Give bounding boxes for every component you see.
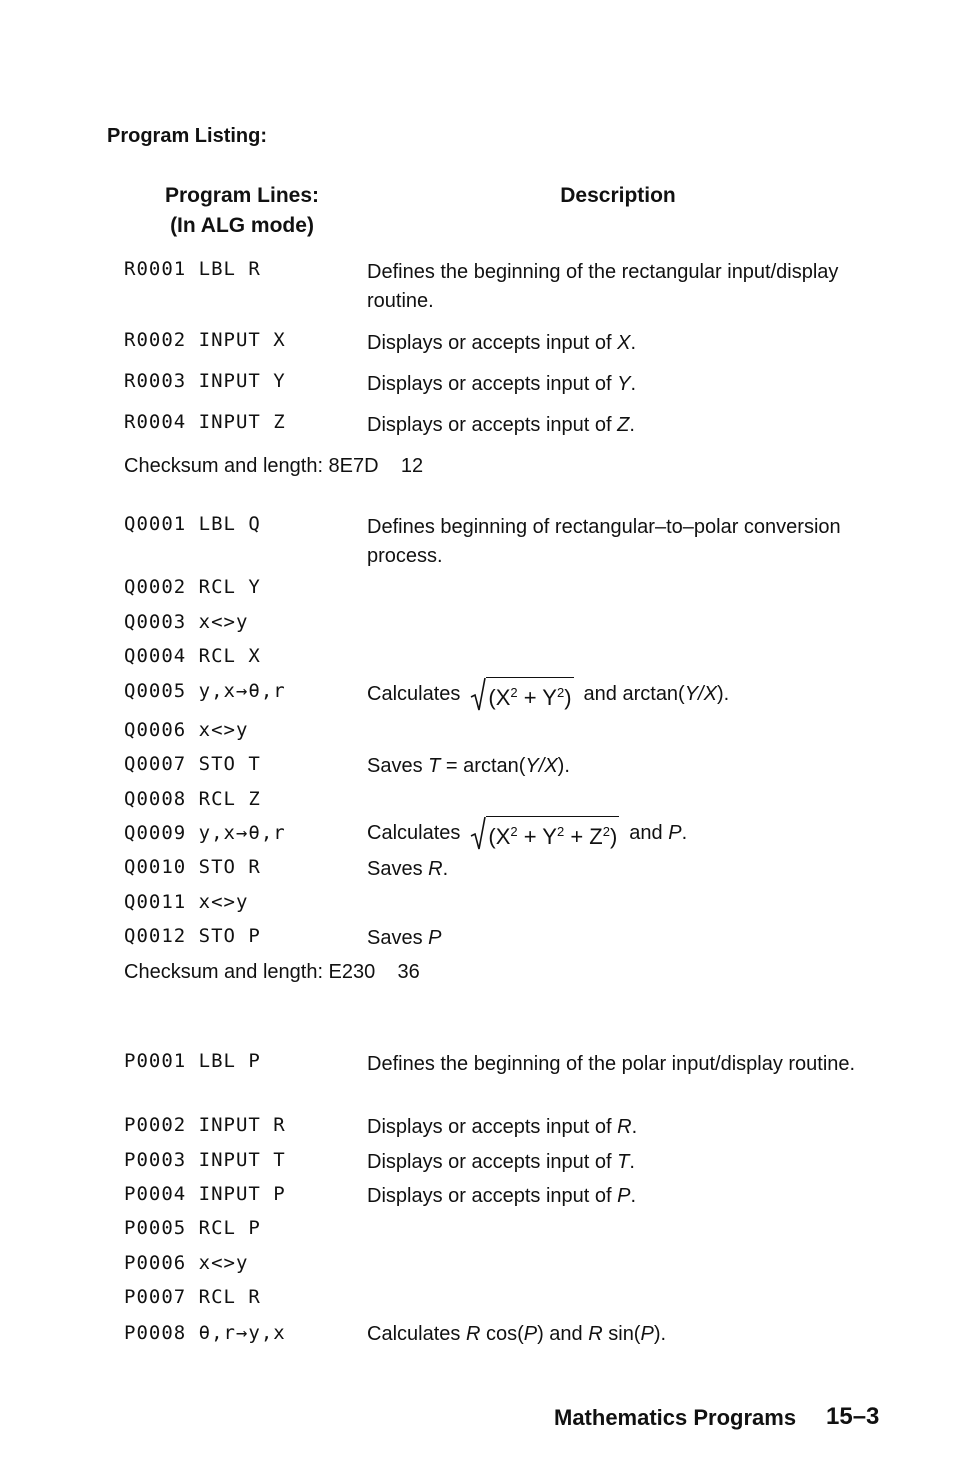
program-line: P0005 RCL P — [124, 1217, 261, 1239]
line-description: Saves P — [367, 927, 442, 949]
program-line: R0003 INPUT Y — [124, 370, 286, 392]
radical-sign — [470, 816, 486, 850]
program-line: Q0010 STO R — [124, 856, 261, 878]
program-line: R0004 INPUT Z — [124, 411, 286, 433]
program-line: Q0006 x<>y — [124, 719, 249, 741]
program-line: Q0003 x<>y — [124, 611, 249, 633]
line-description: Displays or accepts input of P. — [367, 1185, 637, 1207]
program-line: Q0011 x<>y — [124, 891, 249, 913]
checksum: Checksum and length: 8E7D 12 — [124, 455, 424, 477]
line-description: Calculates $(X^2 + Y^2)$ and arctan(Y/X). — [367, 677, 907, 711]
footer-chapter-title: Mathematics Programs — [554, 1405, 797, 1430]
line-description: Saves R. — [367, 858, 449, 880]
square-root-expression — [470, 677, 573, 711]
footer-page-number: 15–3 — [826, 1403, 880, 1430]
line-description: Displays or accepts input of X. — [367, 332, 637, 354]
line-description: Calculates $(X^2 + Y^2 + Z^2)$ and P. — [367, 816, 907, 850]
checksum: Checksum and length: E230 36 — [124, 961, 420, 983]
line-description: Displays or accepts input of T. — [367, 1151, 635, 1173]
program-line: P0008 θ,r→y,x — [124, 1322, 286, 1344]
program-line: P0004 INPUT P — [124, 1183, 286, 1205]
program-line: P0003 INPUT T — [124, 1149, 286, 1171]
line-description: Displays or accepts input of Y. — [367, 373, 637, 395]
line-description: Defines the beginning of the polar input/display routine. — [367, 1053, 856, 1075]
section-title: Program Listing: — [107, 125, 268, 147]
line-description: Defines beginning of rectangular–to–polar conversion process. — [367, 516, 841, 567]
program-line: P0002 INPUT R — [124, 1114, 286, 1136]
square-root-expression — [470, 816, 619, 850]
program-line: Q0012 STO P — [124, 925, 261, 947]
program-line: Q0002 RCL Y — [124, 576, 261, 598]
program-line: Q0001 LBL Q — [124, 513, 261, 535]
program-line: Q0005 y,x→θ,r — [124, 680, 286, 702]
line-description: Displays or accepts input of Z. — [367, 414, 635, 436]
program-line: Q0007 STO T — [124, 753, 261, 775]
radicand: $(X^2 + Y^2 + Z^2)$ — [486, 816, 619, 850]
column-header-line: Program Lines: — [164, 184, 320, 207]
column-header-program-lines — [158, 181, 326, 241]
program-line: P0001 LBL P — [124, 1050, 261, 1072]
program-line: R0002 INPUT X — [124, 329, 286, 351]
column-header-description: Description — [560, 184, 676, 207]
line-description: Defines the beginning of the rectangular input/display routine. — [367, 261, 839, 312]
line-description: Displays or accepts input of R. — [367, 1116, 638, 1138]
radical-sign — [470, 677, 486, 711]
program-line: R0001 LBL R — [124, 258, 261, 280]
line-description: Saves T = arctan(Y/X). — [367, 755, 570, 777]
program-line: Q0009 y,x→θ,r — [124, 822, 286, 844]
program-line: Q0004 RCL X — [124, 645, 261, 667]
program-line: P0007 RCL R — [124, 1286, 261, 1308]
radicand: $(X^2 + Y^2)$ — [486, 677, 573, 711]
program-line: Q0008 RCL Z — [124, 788, 261, 810]
line-description: Calculates R cos(P) and R sin(P). — [367, 1323, 667, 1345]
column-header-line: (In ALG mode) — [170, 214, 314, 237]
program-line: P0006 x<>y — [124, 1252, 249, 1274]
